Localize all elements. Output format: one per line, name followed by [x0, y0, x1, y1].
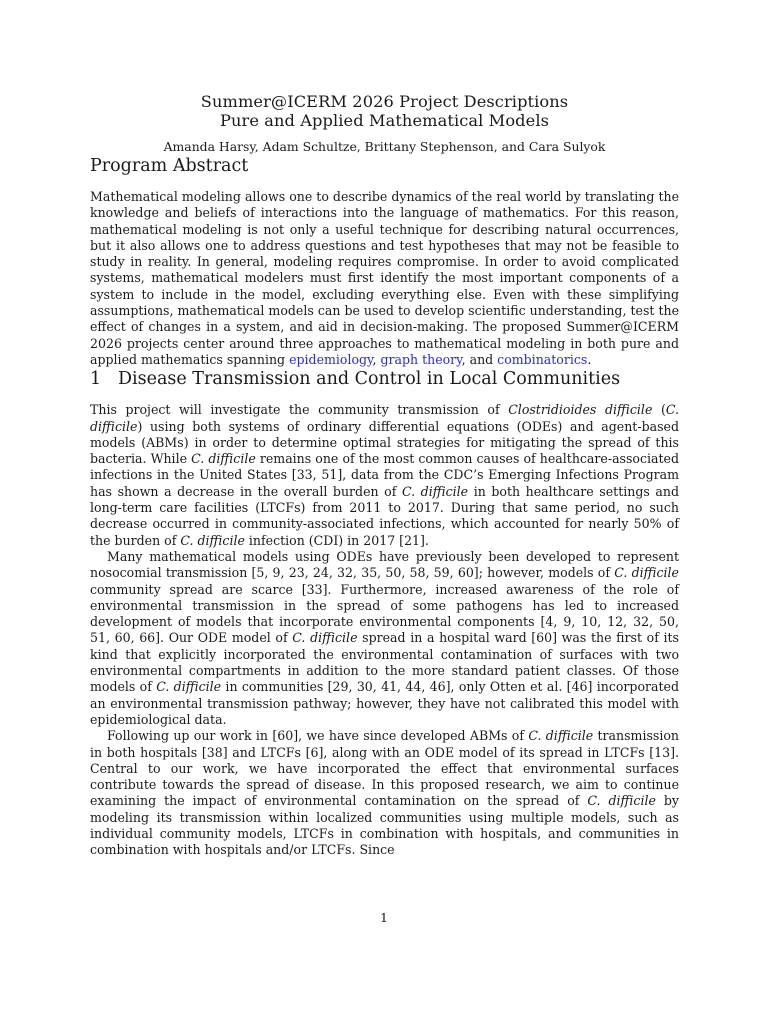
section-1-paragraph-3 [90, 728, 679, 858]
text-run: in communities [29, 30, 41, 44, 46], only Otten et al. [46] incorporated an environmental transmission pathway; however, they have not calibrated this model with epidemiological data. [90, 679, 679, 727]
section-1-paragraph-1 [90, 402, 679, 549]
text-run: community spread are scarce [33]. Furthermore, increased awareness of the role of environmental transmission in the spread of some pathogens has led to increased development of models that incorporate environmental components [4, 9, 10, 12, 32, 50, 51, 60, 66]. Our ODE model of [90, 581, 679, 646]
text-run: remains one of the most common causes of healthcare-associated infections in the United States [33, 51], data from the CDC’s Emerging Infections Program has shown a decrease in the overall burden of [90, 451, 680, 499]
italic-term: Clostridioides difficile [508, 402, 653, 418]
text-run: This project will investigate the community transmission of [90, 402, 509, 418]
abstract-paragraph [90, 189, 679, 368]
text-run: ) using both systems of ordinary differential equations (ODEs) and agent-based models (ABMs) in order to determine optimal strategies for mitigating the spread of this bacteria. While [90, 418, 679, 467]
abstract-sep-1: , [372, 351, 381, 367]
section-1-heading [90, 368, 679, 390]
text-run: spread in a hospital ward [60] was the first of its kind that explicitly incorporated the environmental contamination of surfaces with two environmental compartments in addition to the more standard patient classes. Of those models of [90, 630, 679, 695]
section-1-paragraph-2 [90, 549, 679, 728]
italic-term: C. difficile [401, 483, 469, 499]
abstract-end: . [587, 351, 592, 367]
title-line-2: Pure and Applied Mathematical Models [219, 111, 550, 130]
italic-term: C. difficile [528, 728, 594, 744]
paper-title [90, 92, 679, 130]
title-line-1: Summer@ICERM 2026 Project Descriptions [200, 92, 569, 111]
paper-page [90, 92, 679, 859]
abstract-heading: Program Abstract [90, 156, 249, 176]
italic-term: C. difficile [90, 402, 679, 434]
italic-term: C. difficile [156, 679, 222, 695]
abstract-text: Mathematical modeling allows one to describe dynamics of the real world by translating the knowledge and beliefs of interactions into the language of mathematics. For this reason, mathematical modeling is not only a useful technique for describing natural occurrences, but it also allows one to address questions and test hypotheses that may not be feasible to study in reality. In general, modeling requires compromise. In order to avoid complicated systems, mathematical modelers must first identify the most important components of a system to include in the model, excluding everything else. Even with these simplifying assumptions, mathematical models can be used to develop scientific understanding, test the effect of changes in a system, and aid in decision-making. The proposed Summer@ICERM 2026 projects center around three approaches to mathematical modeling in both pure and applied mathematics spanning [90, 189, 679, 367]
link-combinatorics[interactable]: combinatorics [497, 351, 588, 367]
italic-term: C. difficile [191, 451, 256, 467]
text-run: infection (CDI) in 2017 [21]. [244, 532, 429, 548]
text-run: Following up our work in [60], we have since developed ABMs of [107, 728, 529, 744]
text-run: Many mathematical models using ODEs have previously been developed to represent nosocomial transmission [5, 9, 23, 24, 32, 35, 50, 58, 59, 60]; however, models of [90, 548, 679, 581]
text-run: transmission in both hospitals [38] and LTCFs [6], along with an ODE model of its spread in LTCFs [13]. Central to our work, we have incorporated the effect that environmental surfaces contribute towards the spread of disease. In this proposed research, we aim to continue examining the impact of environmental contamination on the spread of [90, 728, 679, 809]
text-run: in both healthcare settings and long-term care facilities (LTCFs) from 2011 to 2017. During that same period, no such decrease occurred in community-associated infections, which accounted for nearly 50% of the burden of [90, 483, 679, 548]
abstract-sep-2: , and [461, 351, 498, 367]
text-run: ( [652, 402, 666, 418]
italic-term: C. difficile [180, 532, 245, 548]
italic-term: C. difficile [614, 565, 679, 581]
italic-term: C. difficile [587, 793, 656, 809]
section-number: 1 [90, 369, 102, 390]
section-title: Disease Transmission and Control in Local Communities [118, 369, 621, 390]
link-epidemiology[interactable]: epidemiology [289, 351, 373, 367]
link-graph-theory[interactable]: graph theory [380, 351, 462, 367]
author-list: Amanda Harsy, Adam Schultze, Brittany Stephenson, and Cara Sulyok [163, 139, 606, 154]
text-run: by modeling its transmission within localized communities using multiple models, such as individual community models, LTCFs in combination with hospitals, and communities in combination with hospitals and/or LTCFs. Since [90, 793, 679, 858]
italic-term: C. difficile [292, 630, 358, 646]
page-number: 1 [380, 910, 388, 925]
